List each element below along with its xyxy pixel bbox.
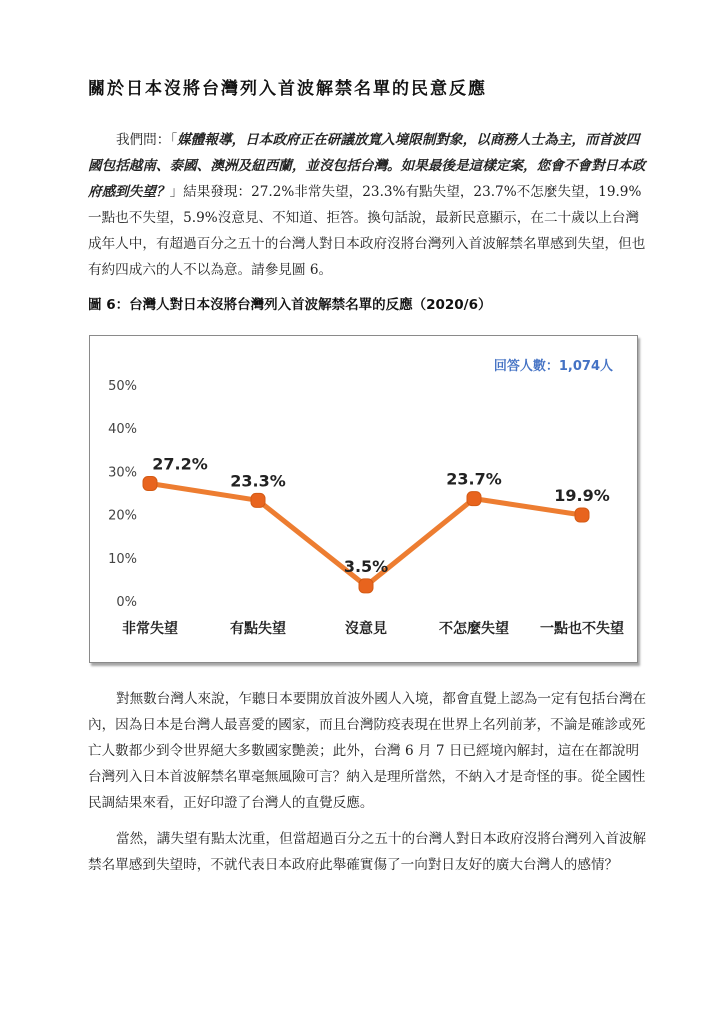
- data-label: 23.3%: [230, 471, 286, 491]
- figure-caption: 圖 6：台灣人對日本沒將台灣列入首波解禁名單的反應（2020/6）: [88, 297, 492, 313]
- y-tick-label: 30%: [108, 465, 137, 481]
- data-label: 23.7%: [446, 469, 502, 489]
- paragraph-analysis: [88, 686, 648, 816]
- data-label: 3.5%: [343, 556, 389, 576]
- conclusion-text: 當然，講失望有點太沈重，但當超過百分之五十的台灣人對日本政府沒將台灣列入首波解禁名單感到失望時，不就代表日本政府此舉確實傷了一向對日友好的廣大台灣人的感情？: [88, 831, 647, 873]
- chart-container: [89, 335, 638, 663]
- data-label: 19.9%: [554, 486, 610, 506]
- line-chart: [90, 336, 637, 662]
- category-label: 不怎麼失望: [439, 621, 509, 637]
- survey-question-text: 媒體報導，日本政府正在研議放寬入境限制對象，以商務人士為主，而首波四國包括越南、泰國、澳洲及紐西蘭，並沒包括台灣。如果最後是這樣定案，您會不會對日本政府感到失望？: [88, 132, 646, 200]
- data-point-marker: [575, 508, 589, 522]
- category-label: 非常失望: [122, 621, 178, 637]
- data-point-marker: [359, 579, 373, 593]
- y-tick-label: 0%: [116, 595, 137, 610]
- y-tick-label: 20%: [108, 508, 137, 524]
- y-tick-label: 10%: [108, 551, 137, 567]
- y-tick-label: 50%: [108, 379, 137, 394]
- survey-results-text: 」結果發現：27.2%非常失望，23.3%有點失望，23.7%不怎麼失望，19.9%一點也不失望，5.9%沒意見、不知道、拒答。換句話說，最新民意顯示，在二十歲以上台灣成年人中，有超過百分之五十的台灣人對日本政府沒將台灣列入首波解禁名單感到失望，但也有約四成六的人不以為意。請參見圖 6。: [88, 184, 646, 278]
- question-intro: 我們問：「: [116, 132, 178, 148]
- page-title: 關於日本沒將台灣列入首波解禁名單的民意反應: [88, 79, 487, 99]
- data-point-marker: [143, 476, 157, 490]
- paragraph-conclusion: [88, 826, 648, 878]
- data-point-marker: [251, 493, 265, 507]
- y-tick-label: 40%: [108, 422, 137, 438]
- data-point-marker: [467, 492, 481, 506]
- paragraph-survey-question: [88, 127, 648, 283]
- category-label: 一點也不失望: [540, 621, 624, 637]
- analysis-text: 對無數台灣人來說，乍聽日本要開放首波外國人入境，都會直覺上認為一定有包括台灣在內，因為日本是台灣人最喜愛的國家，而且台灣防疫表現在世界上名列前茅，不論是確診或死亡人數都少到令世界絕大多數國家艷羨；此外，台灣 6 月 7 日已經境內解封，這在在都說明台灣列入日本首波解禁名單毫無風險可言？納入是理所當然，不納入才是奇怪的事。從全國性民調結果來看，正好印證了台灣人的直覺反應。: [88, 691, 647, 811]
- category-label: 沒意見: [345, 621, 387, 637]
- respondent-count-label: 回答人數：1,074人: [493, 359, 613, 374]
- category-label: 有點失望: [230, 621, 286, 637]
- data-label: 27.2%: [152, 454, 208, 474]
